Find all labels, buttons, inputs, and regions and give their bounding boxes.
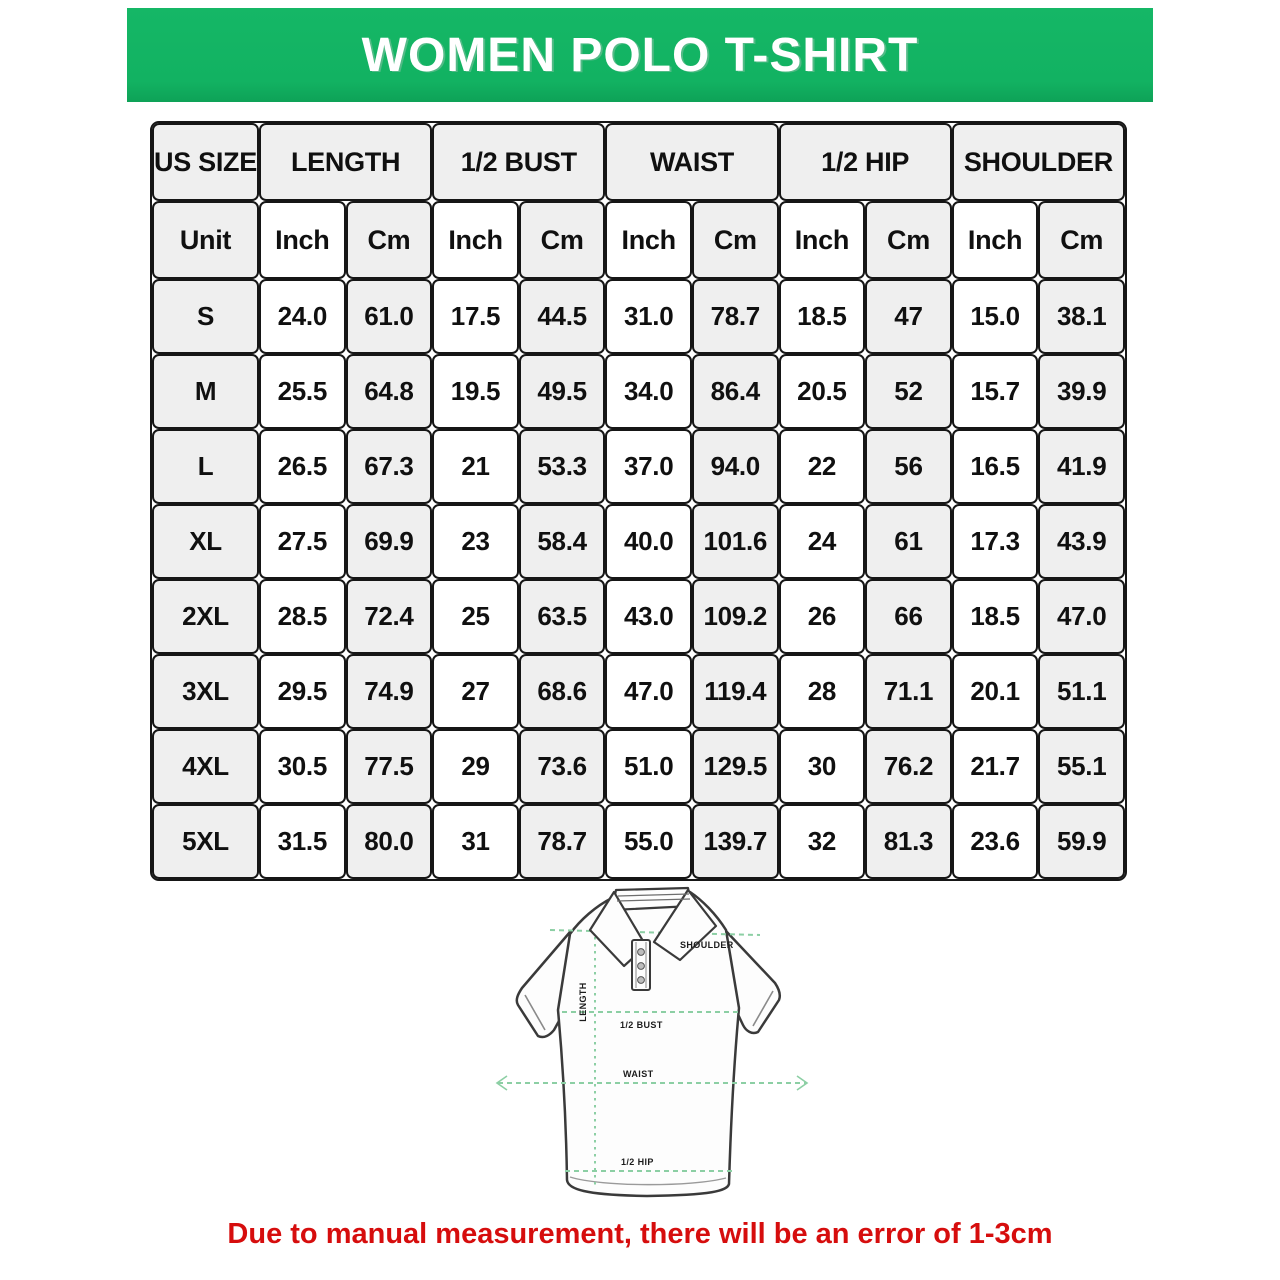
value-cell: 64.8 xyxy=(346,354,433,429)
value-cell: 19.5 xyxy=(432,354,519,429)
value-cell: 23 xyxy=(432,504,519,579)
value-cell: 18.5 xyxy=(952,579,1039,654)
value-cell: 31.5 xyxy=(259,804,346,879)
diagram-label-length: LENGTH xyxy=(578,982,588,1022)
value-cell: 69.9 xyxy=(346,504,433,579)
value-cell: 30.5 xyxy=(259,729,346,804)
value-cell: 28.5 xyxy=(259,579,346,654)
value-cell: 55.1 xyxy=(1038,729,1125,804)
header-cell-length: LENGTH xyxy=(259,123,432,201)
value-cell: 67.3 xyxy=(346,429,433,504)
column-group-row xyxy=(152,123,1125,201)
button-icons xyxy=(638,949,645,984)
value-cell: 18.5 xyxy=(779,279,866,354)
value-cell: 74.9 xyxy=(346,654,433,729)
value-cell: 15.0 xyxy=(952,279,1039,354)
value-cell: 40.0 xyxy=(605,504,692,579)
size-label-cell: 5XL xyxy=(152,804,259,879)
value-cell: 72.4 xyxy=(346,579,433,654)
value-cell: 52 xyxy=(865,354,952,429)
shirt-body xyxy=(558,892,739,1196)
value-cell: 55.0 xyxy=(605,804,692,879)
size-row xyxy=(152,279,1125,354)
value-cell: 31 xyxy=(432,804,519,879)
unit-cell: Unit xyxy=(152,201,259,279)
size-row xyxy=(152,654,1125,729)
value-cell: 109.2 xyxy=(692,579,779,654)
unit-row xyxy=(152,201,1125,279)
value-cell: 51.0 xyxy=(605,729,692,804)
value-cell: 129.5 xyxy=(692,729,779,804)
size-row xyxy=(152,729,1125,804)
value-cell: 26 xyxy=(779,579,866,654)
value-cell: 61.0 xyxy=(346,279,433,354)
size-label-cell: S xyxy=(152,279,259,354)
size-row xyxy=(152,579,1125,654)
size-row xyxy=(152,429,1125,504)
value-cell: 21 xyxy=(432,429,519,504)
unit-cell: Inch xyxy=(952,201,1039,279)
value-cell: 139.7 xyxy=(692,804,779,879)
size-rows xyxy=(152,279,1125,879)
diagram-label-bust: 1/2 BUST xyxy=(620,1020,663,1030)
value-cell: 43.0 xyxy=(605,579,692,654)
value-cell: 22 xyxy=(779,429,866,504)
diagram-label-hip: 1/2 HIP xyxy=(621,1157,654,1167)
value-cell: 59.9 xyxy=(1038,804,1125,879)
value-cell: 49.5 xyxy=(519,354,606,429)
measurement-note: Due to manual measurement, there will be an error of 1-3cm xyxy=(227,1218,1053,1250)
value-cell: 27 xyxy=(432,654,519,729)
value-cell: 47.0 xyxy=(605,654,692,729)
value-cell: 81.3 xyxy=(865,804,952,879)
value-cell: 15.7 xyxy=(952,354,1039,429)
header-cell-half-bust: 1/2 BUST xyxy=(432,123,605,201)
size-row xyxy=(152,504,1125,579)
value-cell: 39.9 xyxy=(1038,354,1125,429)
value-cell: 38.1 xyxy=(1038,279,1125,354)
value-cell: 63.5 xyxy=(519,579,606,654)
value-cell: 28 xyxy=(779,654,866,729)
value-cell: 43.9 xyxy=(1038,504,1125,579)
value-cell: 24.0 xyxy=(259,279,346,354)
unit-cell: Inch xyxy=(779,201,866,279)
value-cell: 26.5 xyxy=(259,429,346,504)
value-cell: 51.1 xyxy=(1038,654,1125,729)
unit-cell: Cm xyxy=(346,201,433,279)
unit-cell: Inch xyxy=(259,201,346,279)
unit-cell: Cm xyxy=(1038,201,1125,279)
unit-cell: Cm xyxy=(692,201,779,279)
value-cell: 68.6 xyxy=(519,654,606,729)
value-cell: 27.5 xyxy=(259,504,346,579)
header-cell-us-size: US SIZE xyxy=(152,123,259,201)
value-cell: 47.0 xyxy=(1038,579,1125,654)
value-cell: 78.7 xyxy=(692,279,779,354)
unit-cell: Inch xyxy=(432,201,519,279)
unit-cell: Cm xyxy=(865,201,952,279)
value-cell: 37.0 xyxy=(605,429,692,504)
value-cell: 86.4 xyxy=(692,354,779,429)
value-cell: 20.1 xyxy=(952,654,1039,729)
header-cell-waist: WAIST xyxy=(605,123,778,201)
size-label-cell: 3XL xyxy=(152,654,259,729)
value-cell: 25.5 xyxy=(259,354,346,429)
value-cell: 80.0 xyxy=(346,804,433,879)
value-cell: 101.6 xyxy=(692,504,779,579)
value-cell: 25 xyxy=(432,579,519,654)
value-cell: 17.5 xyxy=(432,279,519,354)
value-cell: 32 xyxy=(779,804,866,879)
value-cell: 23.6 xyxy=(952,804,1039,879)
value-cell: 66 xyxy=(865,579,952,654)
value-cell: 16.5 xyxy=(952,429,1039,504)
value-cell: 21.7 xyxy=(952,729,1039,804)
value-cell: 119.4 xyxy=(692,654,779,729)
size-label-cell: L xyxy=(152,429,259,504)
size-label-cell: 2XL xyxy=(152,579,259,654)
value-cell: 47 xyxy=(865,279,952,354)
size-label-cell: 4XL xyxy=(152,729,259,804)
value-cell: 71.1 xyxy=(865,654,952,729)
value-cell: 31.0 xyxy=(605,279,692,354)
value-cell: 73.6 xyxy=(519,729,606,804)
value-cell: 94.0 xyxy=(692,429,779,504)
size-row xyxy=(152,804,1125,879)
value-cell: 77.5 xyxy=(346,729,433,804)
value-cell: 29 xyxy=(432,729,519,804)
size-row xyxy=(152,354,1125,429)
size-label-cell: XL xyxy=(152,504,259,579)
value-cell: 29.5 xyxy=(259,654,346,729)
unit-cell: Cm xyxy=(519,201,606,279)
header-cell-half-hip: 1/2 HIP xyxy=(779,123,952,201)
value-cell: 44.5 xyxy=(519,279,606,354)
value-cell: 17.3 xyxy=(952,504,1039,579)
value-cell: 34.0 xyxy=(605,354,692,429)
value-cell: 53.3 xyxy=(519,429,606,504)
value-cell: 61 xyxy=(865,504,952,579)
value-cell: 58.4 xyxy=(519,504,606,579)
diagram-label-shoulder: SHOULDER xyxy=(680,940,734,950)
value-cell: 30 xyxy=(779,729,866,804)
size-chart-table xyxy=(150,121,1127,881)
size-label-cell: M xyxy=(152,354,259,429)
value-cell: 78.7 xyxy=(519,804,606,879)
value-cell: 76.2 xyxy=(865,729,952,804)
header-cell-shoulder: SHOULDER xyxy=(952,123,1125,201)
diagram-label-waist: WAIST xyxy=(623,1069,654,1079)
page-title: WOMEN POLO T-SHIRT xyxy=(361,28,919,82)
value-cell: 41.9 xyxy=(1038,429,1125,504)
polo-shirt-diagram xyxy=(492,884,812,1214)
value-cell: 56 xyxy=(865,429,952,504)
title-banner xyxy=(127,8,1153,102)
value-cell: 20.5 xyxy=(779,354,866,429)
unit-cell: Inch xyxy=(605,201,692,279)
value-cell: 24 xyxy=(779,504,866,579)
